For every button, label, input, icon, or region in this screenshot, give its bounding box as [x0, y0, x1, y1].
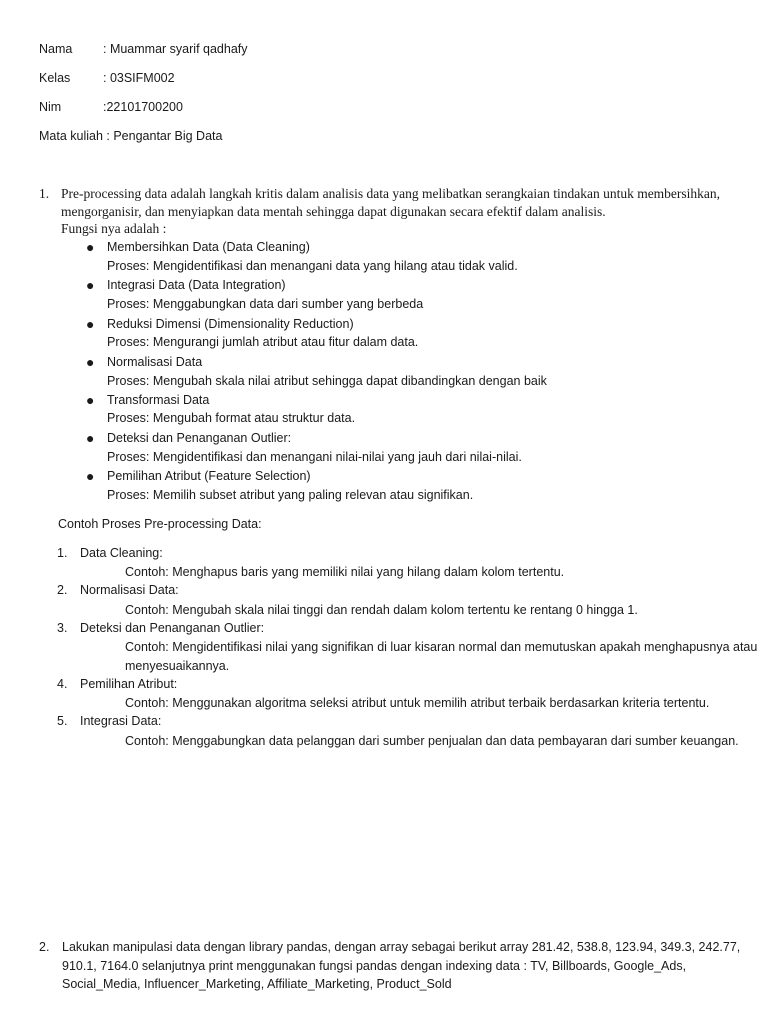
nama-label: Nama [39, 42, 73, 56]
example-number: 4. [57, 677, 68, 691]
function-title: Deteksi dan Penanganan Outlier: [107, 431, 292, 445]
example-title: Normalisasi Data: [80, 583, 179, 597]
question-2-line2: 910.1, 7164.0 selanjutnya print menggunakan fungsi pandas dengan indexing data : TV, Billboards, Google_Ads, [62, 959, 687, 973]
example-number: 1. [57, 546, 68, 560]
question-1-intro-line2: mengorganisir, dan menyiapkan data mentah sehingga dapat digunakan secara efektif dalam analisis. [61, 204, 606, 219]
function-title: Membersihkan Data (Data Cleaning) [107, 240, 310, 254]
nim-value: :22101700200 [103, 100, 183, 114]
question-2-line1: Lakukan manipulasi data dengan library pandas, dengan array sebagai berikut array 281.42, 538.8, 123.94, 349.3, 242.77, [62, 940, 741, 954]
question-1-number: 1. [39, 186, 50, 201]
example-detail-continued: menyesuaikannya. [125, 659, 230, 673]
function-detail: Proses: Memilih subset atribut yang paling relevan atau signifikan. [107, 488, 474, 502]
function-detail: Proses: Mengidentifikasi dan menangani nilai-nilai yang jauh dari nilai-nilai. [107, 450, 522, 464]
fungsi-label: Fungsi nya adalah : [61, 221, 167, 236]
function-detail: Proses: Mengurangi jumlah atribut atau fitur dalam data. [107, 335, 419, 349]
kelas-value: : 03SIFM002 [103, 71, 175, 85]
nama-value: : Muammar syarif qadhafy [103, 42, 248, 56]
example-detail: Contoh: Menggunakan algoritma seleksi atribut untuk memilih atribut terbaik berdasarkan kriteria tertentu. [125, 696, 710, 710]
question-2-line3: Social_Media, Influencer_Marketing, Affiliate_Marketing, Product_Sold [62, 977, 452, 991]
bullet-icon: ● [86, 277, 95, 293]
question-2-number: 2. [39, 940, 50, 954]
example-title: Data Cleaning: [80, 546, 163, 560]
function-title: Transformasi Data [107, 393, 210, 407]
function-title: Normalisasi Data [107, 355, 203, 369]
function-detail: Proses: Mengidentifikasi dan menangani data yang hilang atau tidak valid. [107, 259, 518, 273]
function-detail: Proses: Menggabungkan data dari sumber yang berbeda [107, 297, 424, 311]
example-number: 5. [57, 714, 68, 728]
kelas-label: Kelas [39, 71, 71, 85]
bullet-icon: ● [86, 468, 95, 484]
nim-label: Nim [39, 100, 62, 114]
example-number: 3. [57, 621, 68, 635]
example-detail: Contoh: Menggabungkan data pelanggan dari sumber penjualan dan data pembayaran dari sumber keuangan. [125, 734, 739, 748]
function-title: Reduksi Dimensi (Dimensionality Reduction) [107, 317, 354, 331]
bullet-icon: ● [86, 430, 95, 446]
function-title: Pemilihan Atribut (Feature Selection) [107, 469, 311, 483]
contoh-heading: Contoh Proses Pre-processing Data: [58, 517, 262, 531]
question-1-intro-line1: Pre-processing data adalah langkah kritis dalam analisis data yang melibatkan serangkaian tindakan untuk membersihkan, [61, 186, 721, 201]
bullet-icon: ● [86, 239, 95, 255]
function-title: Integrasi Data (Data Integration) [107, 278, 286, 292]
function-detail: Proses: Mengubah skala nilai atribut sehingga dapat dibandingkan dengan baik [107, 374, 547, 388]
example-number: 2. [57, 583, 68, 597]
example-title: Integrasi Data: [80, 714, 162, 728]
bullet-icon: ● [86, 392, 95, 408]
function-detail: Proses: Mengubah format atau struktur data. [107, 411, 356, 425]
example-detail: Contoh: Menghapus baris yang memiliki nilai yang hilang dalam kolom tertentu. [125, 565, 565, 579]
mata-kuliah: Mata kuliah : Pengantar Big Data [39, 129, 223, 143]
example-title: Deteksi dan Penanganan Outlier: [80, 621, 265, 635]
example-title: Pemilihan Atribut: [80, 677, 178, 691]
bullet-icon: ● [86, 316, 95, 332]
bullet-icon: ● [86, 354, 95, 370]
example-detail: Contoh: Mengubah skala nilai tinggi dan rendah dalam kolom tertentu ke rentang 0 hingga 1. [125, 603, 638, 617]
example-detail: Contoh: Mengidentifikasi nilai yang signifikan di luar kisaran normal dan memutuskan apakah menghapusnya atau [125, 640, 758, 654]
